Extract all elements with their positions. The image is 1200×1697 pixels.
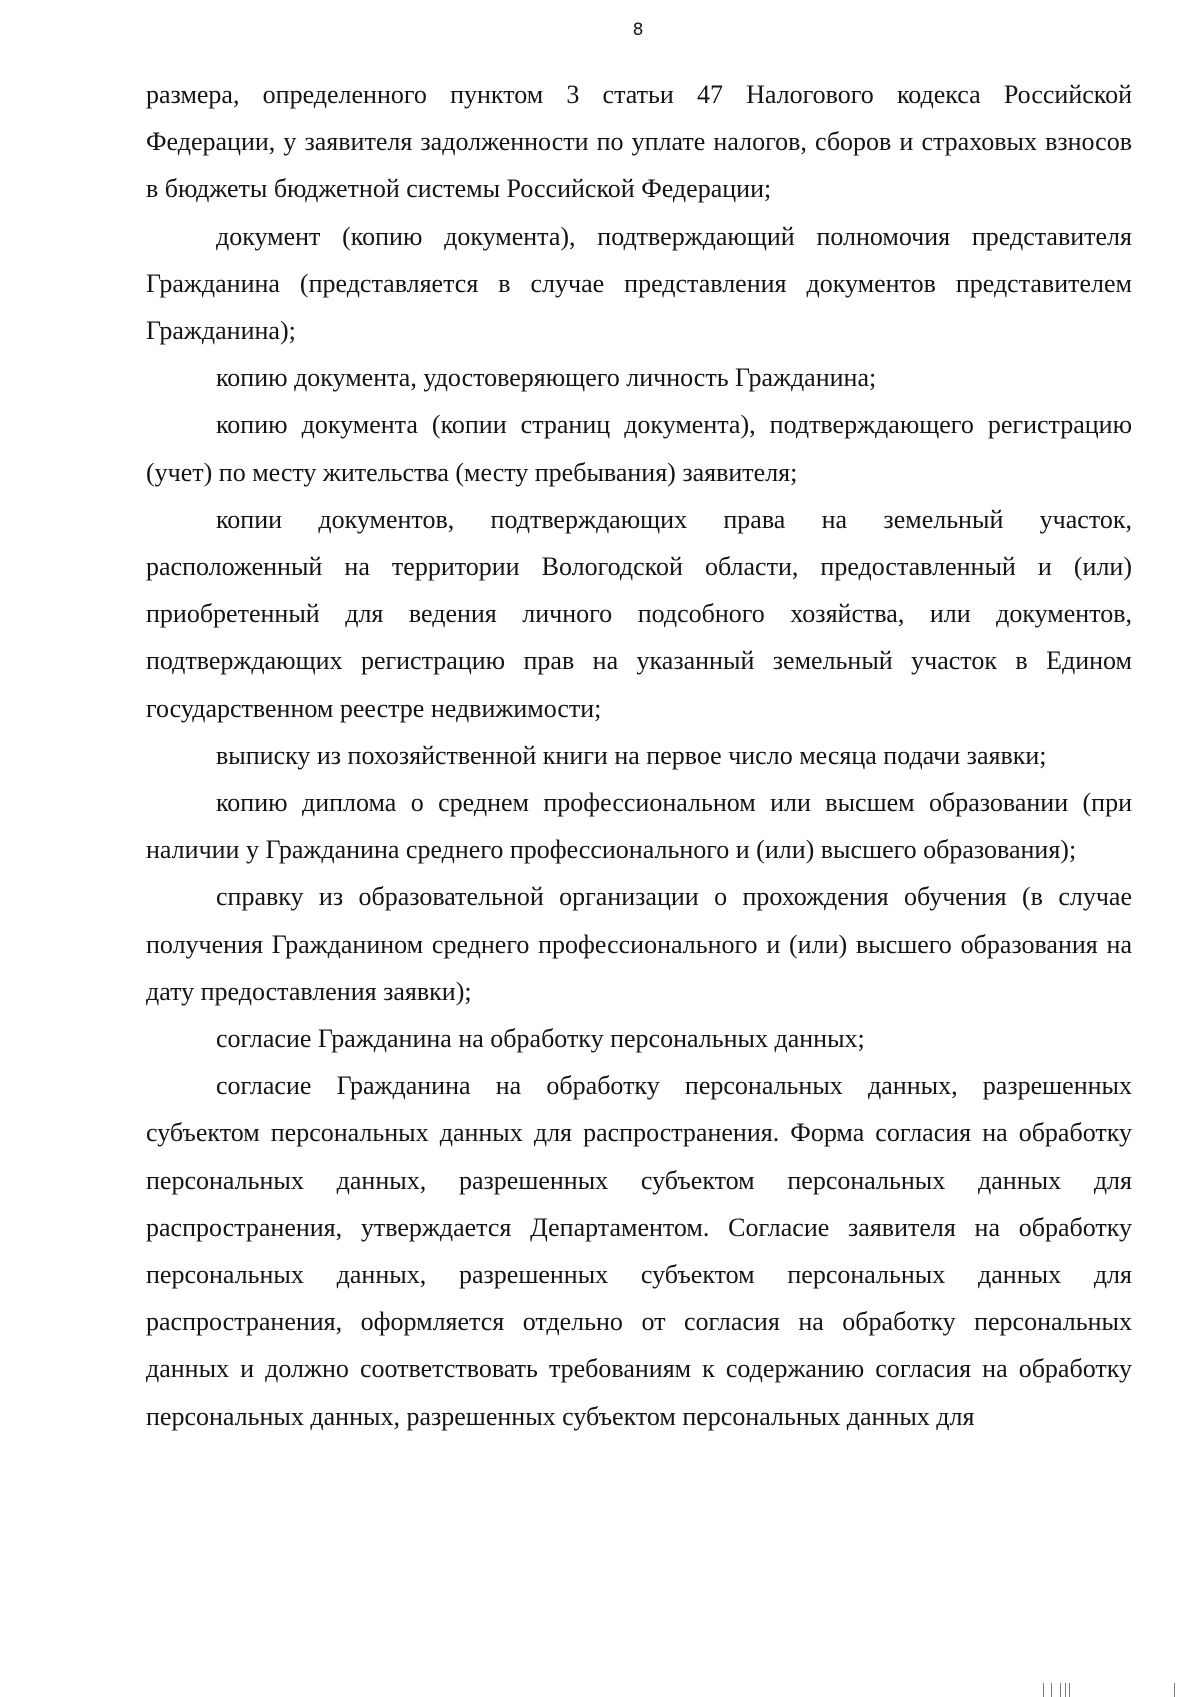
paragraph-tax-debt-continuation: размера, определенного пунктом 3 статьи 47 Налогового кодекса Российской Федерации, у заявителя задолженности по уплате налогов, сборов и страховых взносов в бюджеты бюджетной системы Российской Федерации; bbox=[146, 80, 1132, 204]
scan-artifact-marks bbox=[1043, 1683, 1193, 1697]
paragraph-registration-document: копию документа (копии страниц документа), подтверждающего регистрацию (учет) по месту жительства (месту пребывания) заявителя; bbox=[146, 410, 1132, 487]
paragraph-land-rights-documents: копии документов, подтверждающих права на земельный участок, расположенный на территории Вологодской области, предоставленный и (или) приобретенный для ведения личного подсобного хозяйства, или документов, подтверждающих регистрацию прав на указанный земельный участок в Едином государственном реестре недвижимости; bbox=[146, 504, 1132, 723]
paragraph-representative-authority: документ (копию документа), подтверждающий полномочия представителя Гражданина (представляется в случае представления документов представителем Гражданина); bbox=[146, 221, 1132, 346]
document-body bbox=[146, 71, 1132, 1440]
paragraph-identity-document: копию документа, удостоверяющего личность Гражданина; bbox=[216, 363, 877, 393]
paragraph-diploma-copy: копию диплома о среднем профессиональном или высшем образовании (при наличии у Гражданина среднего профессионального и (или) высшего образования); bbox=[146, 788, 1132, 865]
page-number: 8 bbox=[632, 20, 644, 40]
paragraph-household-book-extract: выписку из похозяйственной книги на первое число месяца подачи заявки; bbox=[216, 740, 1047, 770]
paragraph-education-certificate: справку из образовательной организации о прохождения обучения (в случае получения Гражданином среднего профессионального и (или) высшего образования на дату предоставления заявки); bbox=[146, 882, 1132, 1006]
paragraph-personal-data-consent: согласие Гражданина на обработку персональных данных; bbox=[216, 1024, 865, 1054]
paragraph-distribution-consent: согласие Гражданина на обработку персональных данных, разрешенных субъектом персональных данных для распространения. Форма согласия на обработку персональных данных, разрешенных субъектом персональных данных для распространения, утверждается Департаментом. Согласие заявителя на обработку персональных данных, разрешенных субъектом персональных данных для распространения, оформляется отдельно от согласия на обработку персональных данных и должно соответствовать требованиям к содержанию согласия на обработку персональных данных, разрешенных субъектом персональных данных для bbox=[146, 1071, 1132, 1431]
